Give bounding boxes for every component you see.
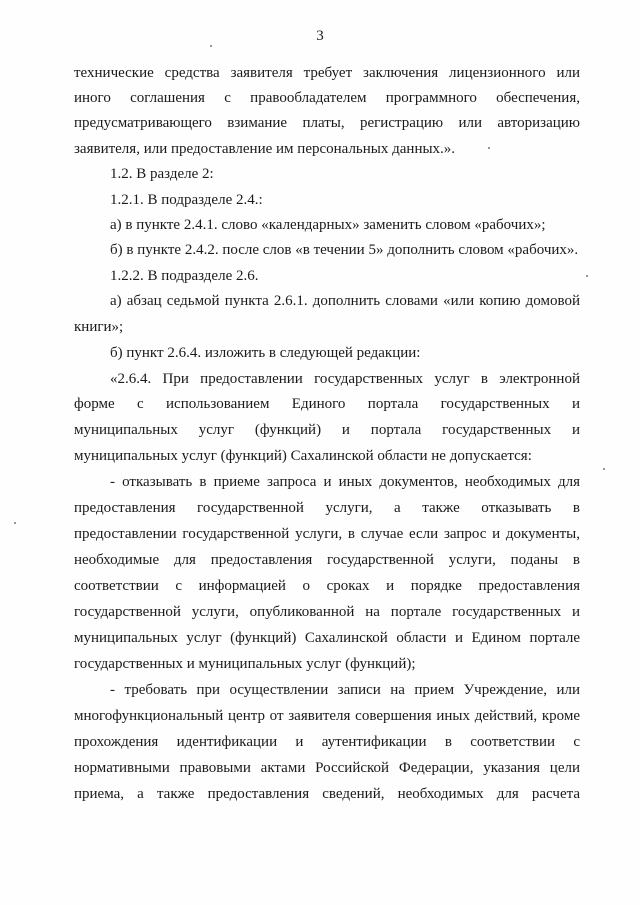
text-line: государственной услуги, опубликованной на портале государственных и (74, 604, 580, 620)
text-line: муниципальных услуг (функций) Сахалинской области не допускается: (74, 448, 532, 464)
section-heading: 1.2. В разделе 2: (110, 166, 214, 182)
text-line: многофункциональный центр от заявителя совершения иных действий, кроме (74, 708, 580, 724)
text-line: «2.6.4. При предоставлении государственных услуг в электронной (110, 371, 580, 387)
text-line: соответствии с информацией о сроках и порядке предоставления (74, 578, 580, 594)
text-line: нормативными правовыми актами Российской Федерации, указания цели (74, 760, 580, 776)
text-line: технические средства заявителя требует заключения лицензионного или (74, 65, 580, 81)
text-line: предоставлении государственной услуги, в случае если запрос и документы, (74, 526, 580, 542)
text-line: б) в пункте 2.4.2. после слов «в течении 5» дополнить словом «рабочих». (110, 242, 579, 258)
text-line: муниципальных услуг (функций) Сахалинской области и Едином портале (74, 630, 580, 646)
scan-speck (586, 275, 588, 277)
text-line: форме с использованием Единого портала государственных и (74, 396, 580, 412)
subsection-heading: 1.2.1. В подразделе 2.4.: (110, 192, 263, 208)
text-line: необходимые для предоставления государственной услуги, поданы в (74, 552, 580, 568)
text-line: предусматривающего взимание платы, регистрацию или авторизацию (74, 115, 580, 131)
scan-speck (210, 45, 212, 47)
text-line: государственных и муниципальных услуг (функций); (74, 656, 416, 672)
text-line: заявителя, или предоставление им персональных данных.». (74, 141, 456, 157)
text-line: - требовать при осуществлении записи на прием Учреждение, или (110, 682, 580, 698)
scan-speck (14, 522, 16, 524)
scan-speck (603, 468, 605, 470)
text-line: муниципальных услуг (функций) и портала государственных и (74, 422, 580, 438)
text-line: иного соглашения с правообладателем программного обеспечения, (74, 90, 580, 106)
text-line: прохождения идентификации и аутентификации в соответствии с (74, 734, 580, 750)
text-line: б) пункт 2.6.4. изложить в следующей редакции: (110, 345, 421, 361)
text-line: книги»; (74, 319, 124, 335)
page-number: 3 (316, 28, 324, 44)
scan-speck (488, 147, 490, 149)
text-line: предоставления государственной услуги, а также отказывать в (74, 500, 580, 516)
text-line: приема, а также предоставления сведений, необходимых для расчета (74, 786, 580, 802)
subsection-heading: 1.2.2. В подразделе 2.6. (110, 268, 259, 284)
text-line: а) в пункте 2.4.1. слово «календарных» заменить словом «рабочих»; (110, 217, 546, 233)
text-line: - отказывать в приеме запроса и иных документов, необходимых для (110, 474, 580, 490)
text-line: а) абзац седьмой пункта 2.6.1. дополнить словами «или копию домовой (110, 293, 580, 309)
